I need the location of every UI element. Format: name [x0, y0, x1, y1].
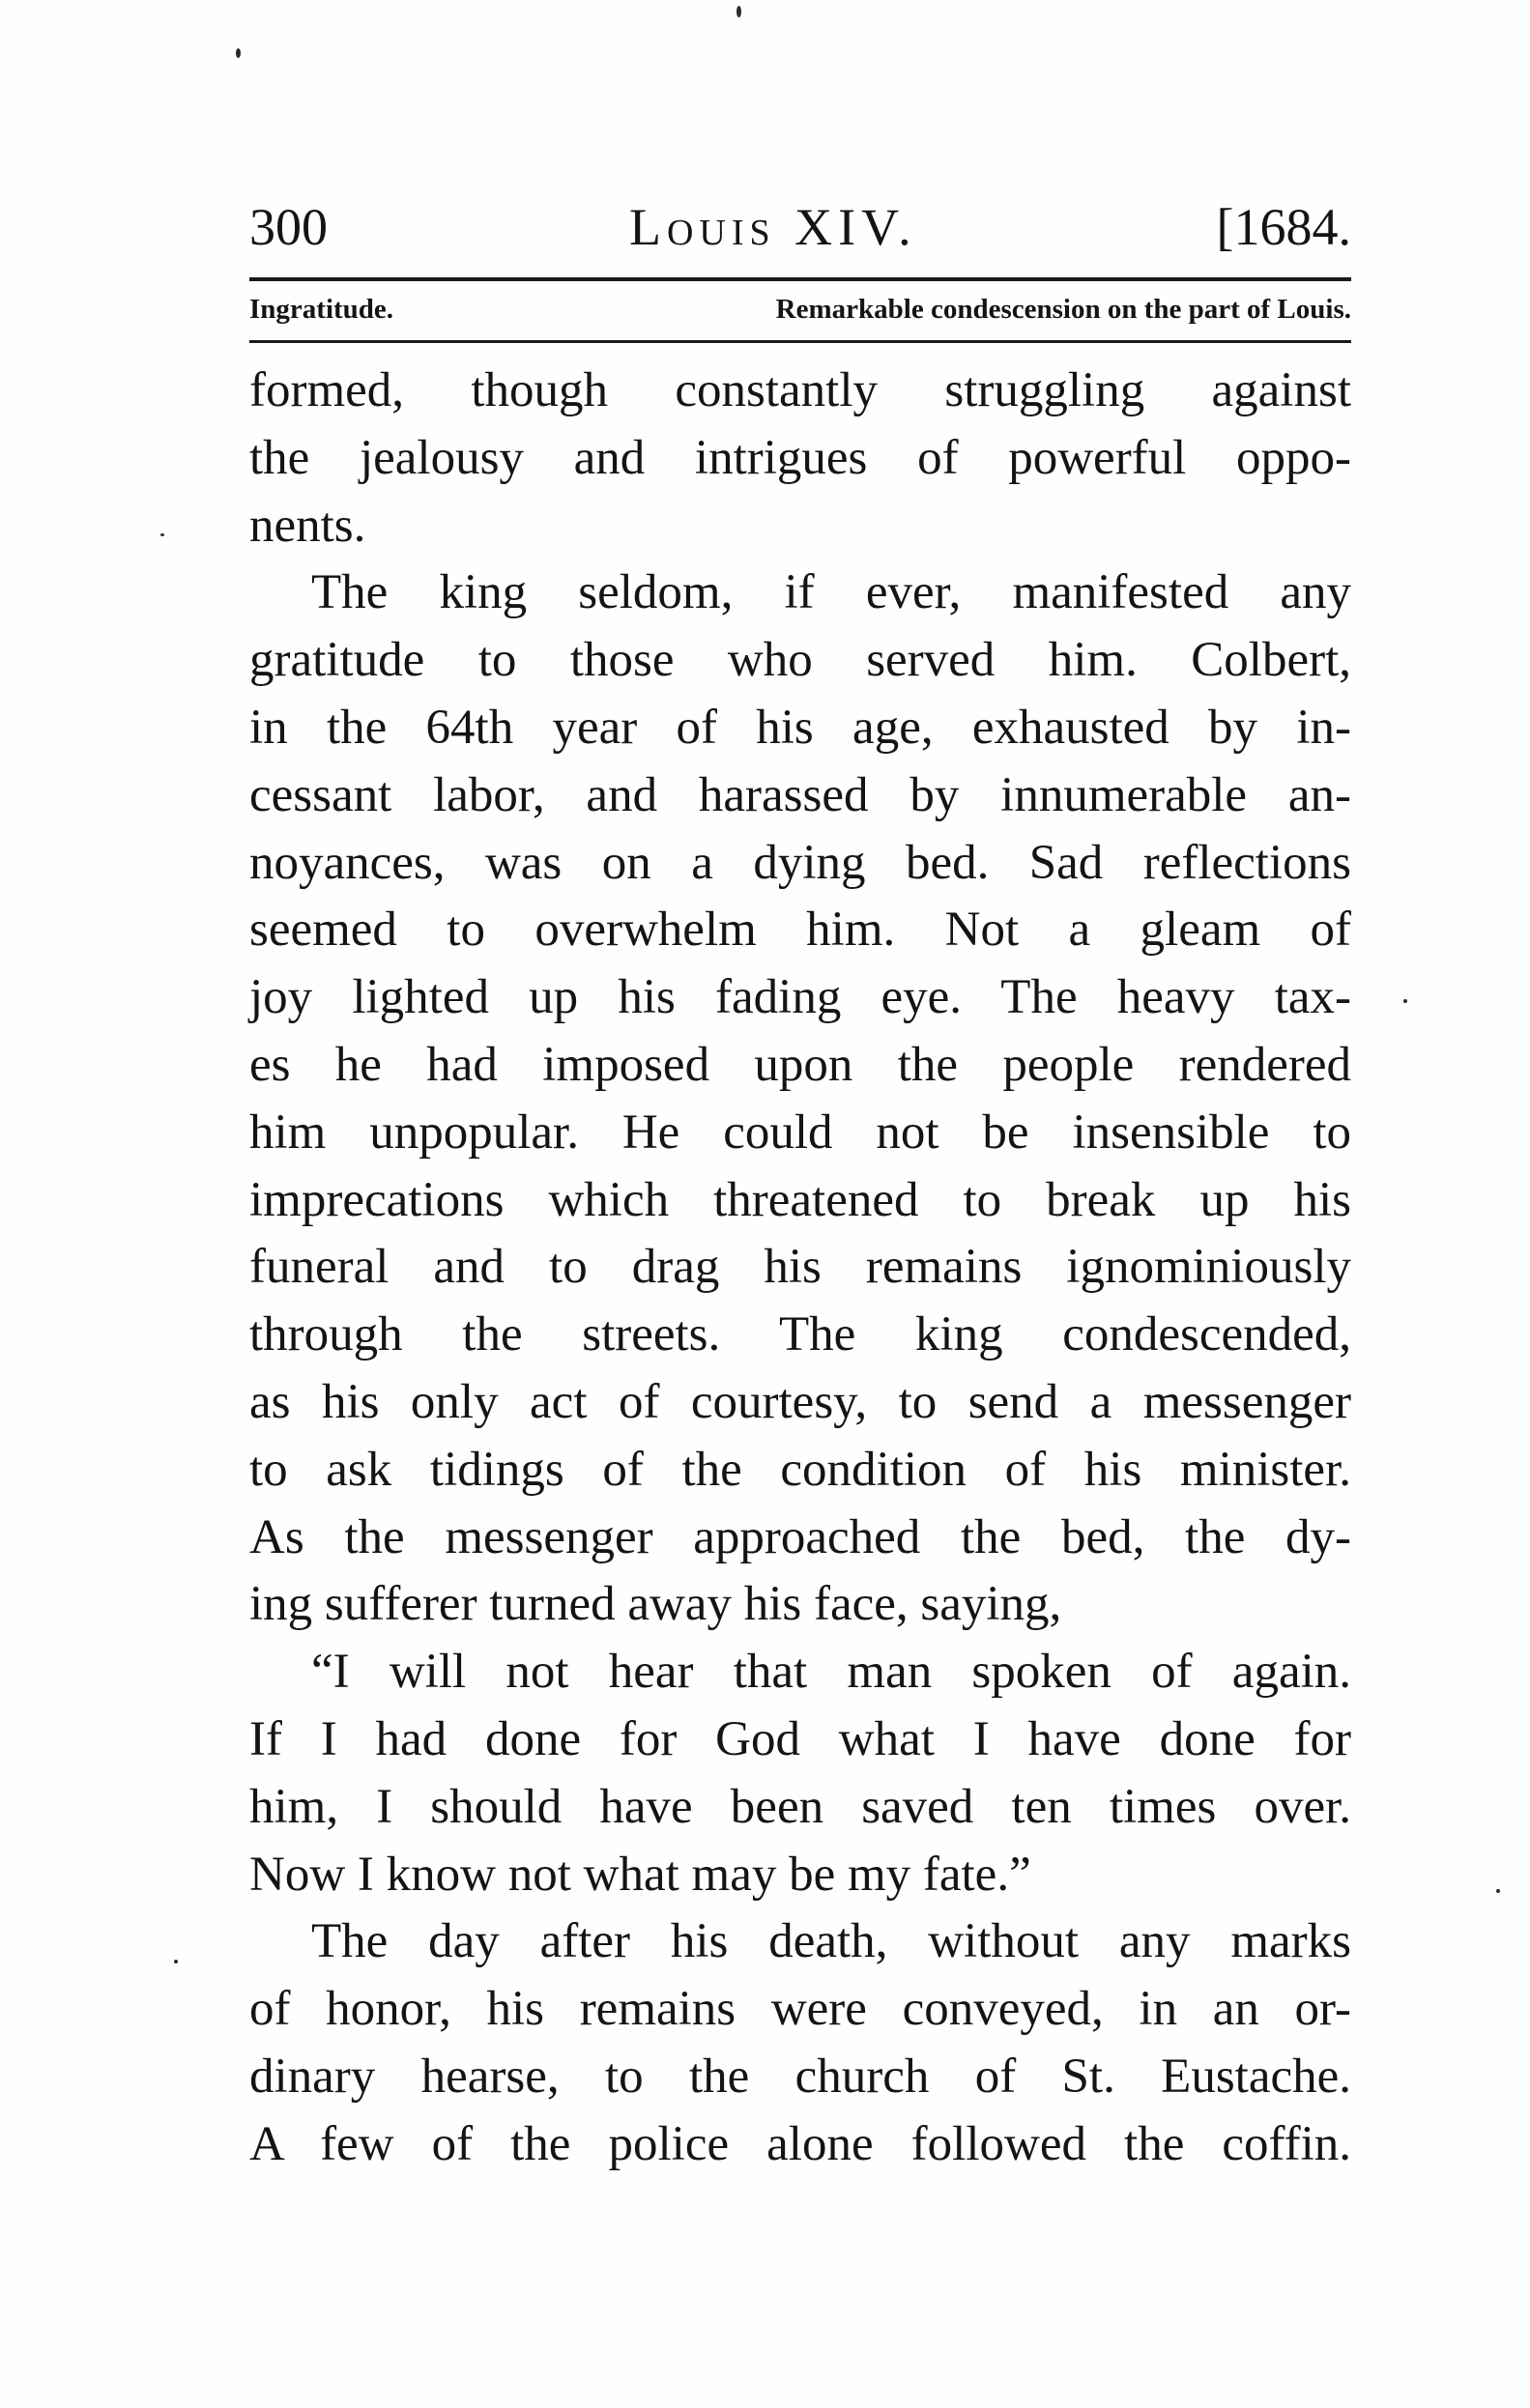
text-line: in the 64th year of his age, exhausted by in-	[249, 700, 1351, 755]
running-head	[249, 193, 1351, 261]
text-line: him unpopular. He could not be insensible to	[249, 1104, 1351, 1160]
year-marker: [1684.	[1216, 198, 1351, 256]
text-line: The king seldom, if ever, manifested any	[311, 565, 1351, 620]
text-line: formed, though constantly struggling against	[249, 363, 1351, 417]
header-rule	[249, 277, 1351, 281]
text-line: noyances, was on a dying bed. Sad reflections	[249, 835, 1351, 890]
text-line: gratitude to those who served him. Colbert,	[249, 633, 1351, 688]
side-heading-left: Ingratitude.	[249, 294, 394, 325]
print-speck	[1403, 999, 1407, 1003]
print-speck	[236, 48, 241, 58]
text-line: As the messenger approached the bed, the dy-	[249, 1509, 1351, 1564]
text-line: joy lighted up his fading eye. The heavy tax-	[249, 970, 1351, 1025]
text-line: The day after his death, without any marks	[311, 1914, 1351, 1969]
print-speck	[174, 1960, 178, 1964]
print-speck	[1496, 1889, 1500, 1893]
text-line: the jealousy and intrigues of powerful oppo-	[249, 430, 1351, 485]
text-line: seemed to overwhelm him. Not a gleam of	[249, 903, 1351, 958]
text-line: through the streets. The king condescended,	[249, 1307, 1351, 1362]
running-title: Louis XIV.	[629, 198, 917, 256]
text-line: to ask tidings of the condition of his minister.	[249, 1442, 1351, 1497]
text-line: Now I know not what may be my fate.”	[249, 1847, 1031, 1902]
print-speck	[736, 6, 741, 17]
text-line: es he had imposed upon the people rendered	[249, 1037, 1351, 1092]
text-line: dinary hearse, to the church of St. Eustache.	[249, 2049, 1351, 2104]
print-speck	[160, 533, 164, 536]
subheader-rule	[249, 340, 1351, 343]
text-line: as his only act of courtesy, to send a messenger	[249, 1374, 1351, 1429]
text-line: funeral and to drag his remains ignominiously	[249, 1240, 1351, 1295]
side-headings	[249, 290, 1351, 329]
text-line: If I had done for God what I have done for	[249, 1711, 1351, 1766]
text-line: A few of the police alone followed the coffin.	[249, 2116, 1351, 2171]
text-line: him, I should have been saved ten times over.	[249, 1779, 1351, 1834]
text-line: nents.	[249, 498, 366, 553]
page-number: 300	[249, 198, 328, 256]
text-line: cessant labor, and harassed by innumerable an-	[249, 767, 1351, 822]
text-line: of honor, his remains were conveyed, in an or-	[249, 1982, 1351, 2037]
body-text	[249, 358, 1351, 2179]
text-line: imprecations which threatened to break up his	[249, 1172, 1351, 1227]
side-heading-right: Remarkable condescension on the part of Louis.	[775, 294, 1351, 325]
text-line: “I will not hear that man spoken of again.	[311, 1645, 1351, 1700]
text-line: ing sufferer turned away his face, saying,	[249, 1577, 1062, 1632]
